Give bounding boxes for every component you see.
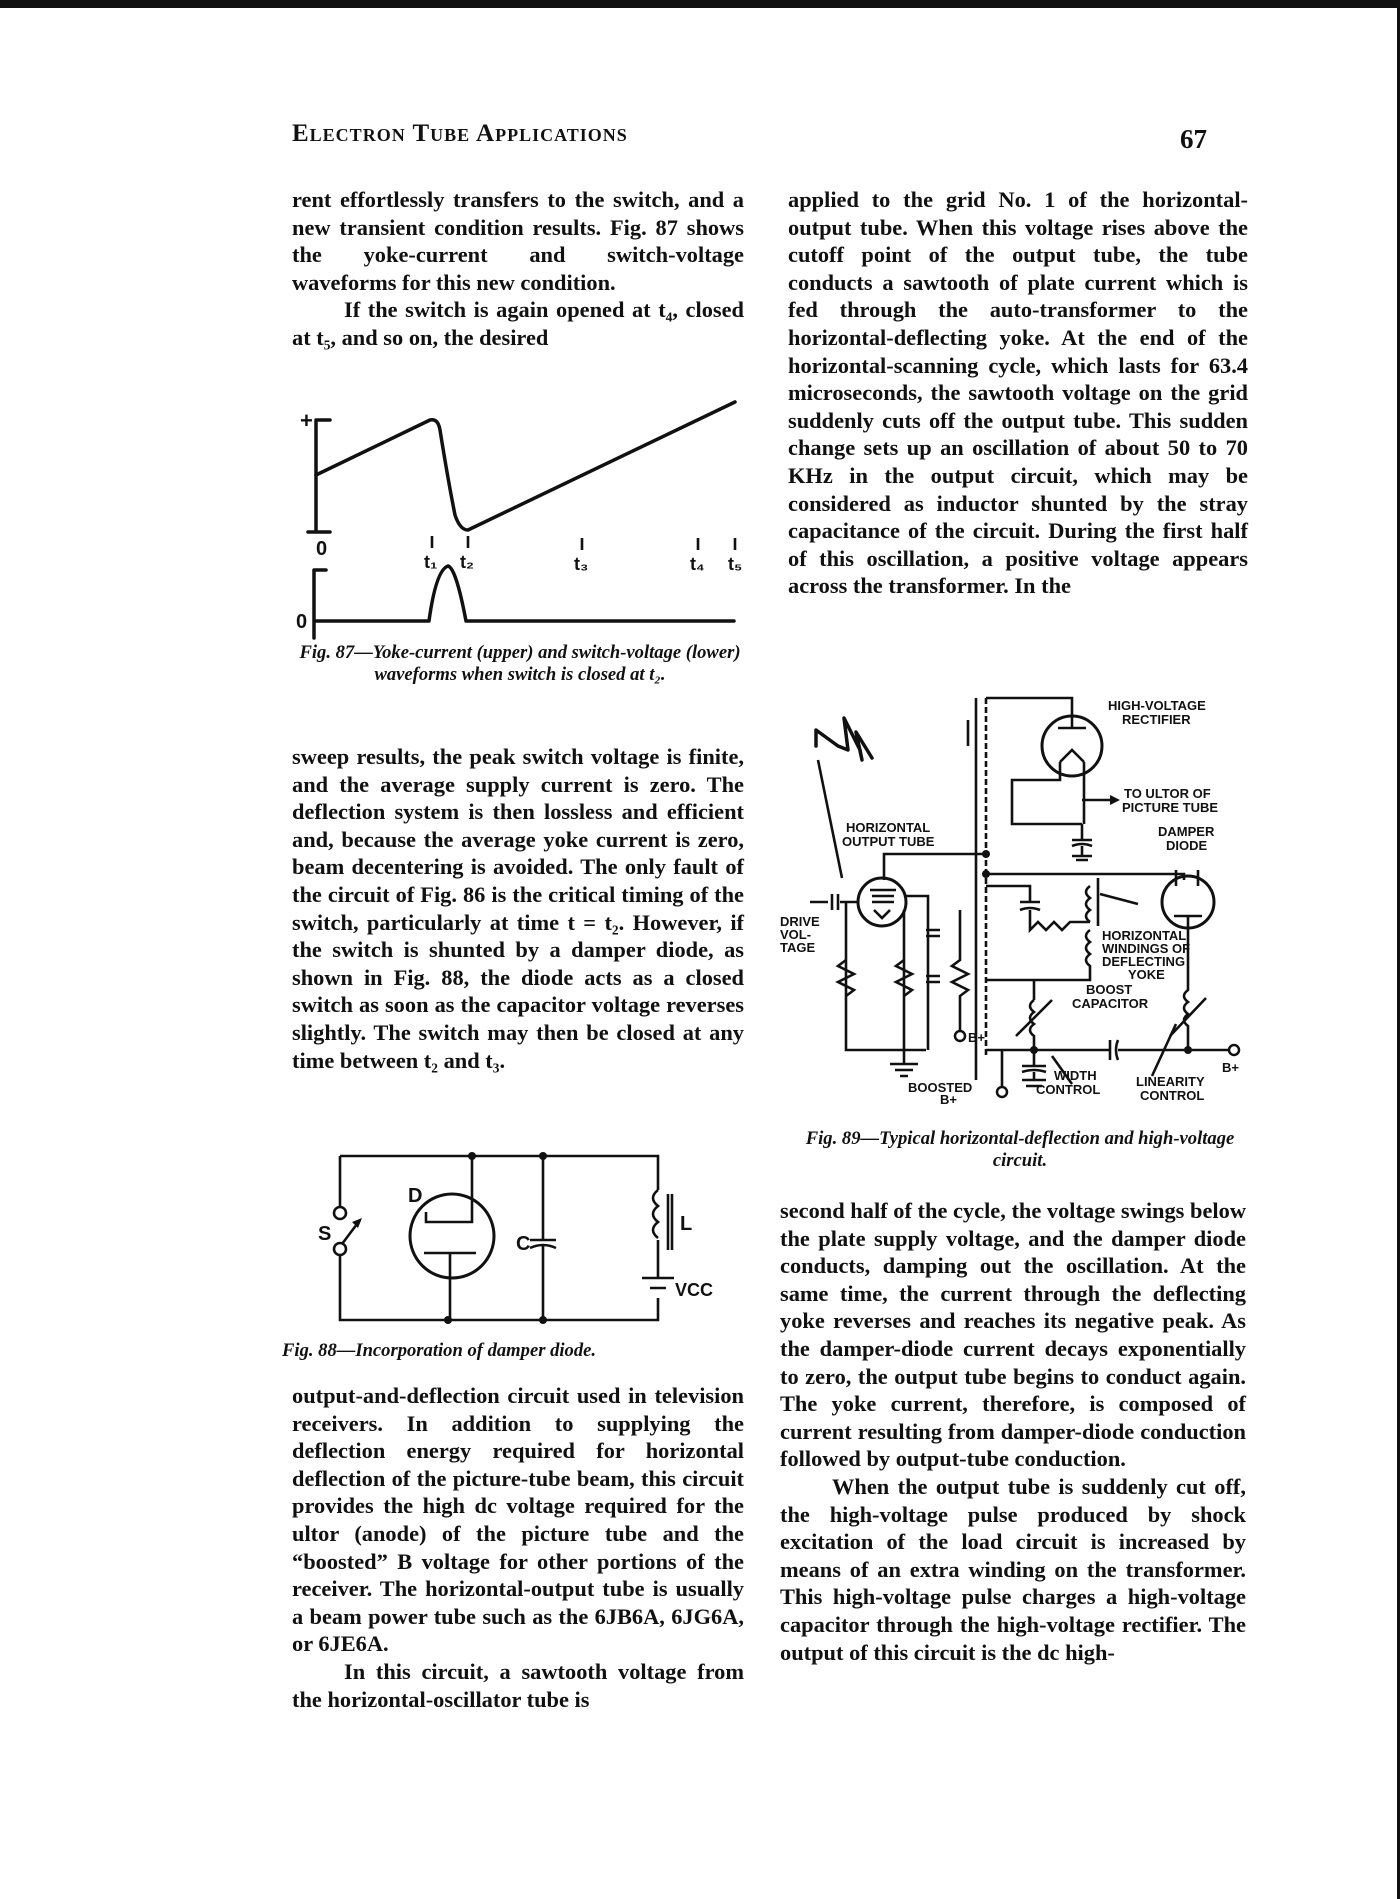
fig87-yoke-current-trace: [316, 402, 735, 530]
paragraph: If the switch is again opened at t₄, closed at t₅, and so on, the desired: [292, 297, 744, 350]
fig88-capacitor-label: C: [516, 1233, 531, 1255]
fig88-junction: [444, 1316, 452, 1324]
fig89-caption: Fig. 89—Typical horizontal-deflection and high-voltage circuit.: [805, 1128, 1235, 1171]
paragraph: rent effortlessly transfers to the switch, and a new transient condition results. Fig. 87 shows the yoke-current and switch-voltage waveforms for this new condition.: [292, 187, 744, 295]
left-column-bottom: [292, 1382, 744, 1713]
fig87-t3-label: t₃: [574, 554, 589, 574]
fig88-diode-label: D: [408, 1185, 423, 1207]
fig87-plus-label: +: [300, 408, 313, 433]
fig89-label: CONTROL: [1140, 1088, 1205, 1103]
fig88-damper-diode-circuit: [280, 1150, 760, 1330]
fig89-ground: [890, 1050, 918, 1076]
fig89-horizontal-deflection-circuit: [780, 690, 1260, 1107]
fig89-grid-capacitor: [832, 894, 838, 910]
fig89-label: DRIVE: [780, 914, 820, 929]
fig87-time-ticks: [432, 536, 735, 550]
fig89-junction: [982, 850, 990, 858]
fig88-diode-plate: [426, 1156, 472, 1222]
paragraph: output-and-deflection circuit used in television receivers. In addition to supplying the deflection energy required for horizontal deflection of the picture-tube beam, this circuit provides the high dc voltage required for the ultor (anode) of the picture tube and the “boosted” B voltage for other portions of the receiver. The horizontal-output tube is usually a beam power tube such as the 6JB6A, 6JG6A, or 6JE6A.: [292, 1383, 744, 1657]
fig89-label: WIDTH: [1054, 1068, 1097, 1083]
right-column-bottom: [780, 1197, 1246, 1666]
fig88-inductor-label: L: [680, 1213, 693, 1235]
fig89-bplus-right-terminal: [1229, 1045, 1239, 1055]
fig89-label: B+: [968, 1030, 985, 1045]
right-column-top: [788, 186, 1248, 600]
fig87-t2-label: t₂: [460, 552, 474, 572]
fig88-capacitor: [530, 1156, 556, 1320]
fig87-caption: Fig. 87—Yoke-current (upper) and switch-voltage (lower) waveforms when switch is closed at t₂.: [299, 642, 741, 685]
fig87-lower-axis: [314, 570, 326, 638]
fig89-label: DAMPER: [1158, 824, 1215, 839]
fig87-zero-lower-label: 0: [296, 611, 308, 633]
fig89-label: BOOST: [1086, 982, 1133, 997]
fig89-boosted-bplus-terminal: [997, 1087, 1007, 1097]
fig89-label: HORIZONTAL: [846, 820, 931, 835]
fig88-vcc-label: VCC: [675, 1280, 714, 1300]
fig89-label: HIGH-VOLTAGE: [1108, 698, 1206, 713]
fig88-junction: [468, 1152, 476, 1160]
fig89-label: DIODE: [1166, 838, 1208, 853]
fig89-sawtooth-waveform: [816, 718, 872, 760]
fig89-label: LINEARITY: [1136, 1074, 1205, 1089]
fig89-label: TO ULTOR OF: [1124, 786, 1211, 801]
fig87-t5-label: t₅: [728, 554, 743, 574]
fig89-label: B+: [940, 1092, 957, 1107]
paragraph: applied to the grid No. 1 of the horizontal-output tube. When this voltage rises above the cutoff point of the output tube, the tube conducts a sawtooth of plate current which is fed through the auto-transformer to the horizontal-deflecting yoke. At the end of the horizontal-scanning cycle, which lasts for 63.4 microseconds, the sawtooth voltage on the grid suddenly cuts off the output tube. This sudden change sets up an oscillation of about 50 to 70 KHz in the output circuit, which may be considered as inductor shunted by the stray capacitance of the circuit. During the first half of this oscillation, a positive voltage appears across the transformer. In the: [788, 187, 1248, 599]
fig89-label: BOOSTED: [908, 1080, 973, 1095]
fig89-boost-ground: [1022, 1050, 1046, 1086]
paragraph: sweep results, the peak switch voltage is finite, and the average supply current is zero. The deflection system is then lossless and efficient and, because the average yoke current is zero, beam decentering is avoided. The only fault of the circuit of Fig. 86 is the critical timing of the switch, particularly at time t = t₂. However, if the switch is shunted by a damper diode, as shown in Fig. 88, the diode acts as a closed switch as soon as the capacitor voltage reverses slightly. The switch may then be closed at any time between t₂ and t₃.: [292, 744, 744, 1073]
fig88-caption: Fig. 88—Incorporation of damper diode.: [282, 1340, 597, 1361]
fig88-junction: [539, 1152, 547, 1160]
paragraph: When the output tube is suddenly cut off, the high-voltage pulse produced by shock excitation of the load circuit is increased by means of an extra winding on the transformer. This high-voltage pulse charges a high-voltage capacitor through the high-voltage rectifier. The output of this circuit is the dc high-: [780, 1473, 1246, 1665]
fig88-wiring: [340, 1156, 658, 1320]
fig89-boost-bus: [986, 1040, 1230, 1060]
fig89-drive-arrow: [818, 760, 842, 878]
fig88-switch-label: S: [318, 1223, 332, 1245]
fig88-switch-contact: [334, 1207, 346, 1219]
fig88-diode-cathode: [424, 1253, 476, 1320]
fig89-junction: [982, 870, 990, 878]
fig89-linearity-coil: [1170, 980, 1206, 1050]
fig89-yoke-wiring: [986, 878, 1098, 1000]
fig89-junction: [1030, 1046, 1038, 1054]
fig89-hv-capacitor: [1072, 824, 1092, 860]
fig89-label: TAGE: [780, 940, 816, 955]
scan-border-top: [0, 0, 1400, 8]
fig87-t1-label: t₁: [424, 552, 438, 572]
fig89-bplus-terminal: [955, 1031, 965, 1041]
fig87-switch-voltage-trace: [316, 566, 734, 621]
fig89-label: DEFLECTING: [1102, 954, 1186, 969]
fig89-label: RECTIFIER: [1122, 712, 1191, 727]
fig89-label: VOL-: [780, 927, 812, 942]
fig89-label: B+: [1222, 1060, 1239, 1075]
fig89-label: OUTPUT TUBE: [842, 834, 935, 849]
paragraph: In this circuit, a sawtooth voltage from the horizontal-oscillator tube is: [292, 1658, 744, 1712]
fig89-label: YOKE: [1128, 967, 1165, 982]
fig87-t4-label: t₄: [690, 554, 705, 574]
fig88-diode-envelope: [410, 1194, 494, 1278]
fig89-label: PICTURE TUBE: [1122, 800, 1219, 815]
fig88-inductor: [653, 1190, 672, 1250]
fig89-label: CONTROL: [1036, 1082, 1101, 1097]
fig88-junction: [539, 1316, 547, 1324]
fig89-width-coil: [1016, 1000, 1052, 1050]
fig87-upper-axis: [308, 420, 330, 532]
page-number: 67: [1180, 124, 1207, 154]
fig89-transformer-core: [968, 698, 976, 1080]
paragraph: second half of the cycle, the voltage swings below the plate supply voltage, and the damper diode conducts, damping out the oscillation. At the same time, the current through the deflecting yoke reverses and reaches its negative peak. As the damper-diode current decays exponentially to zero, the output tube begins to conduct again. The yoke current, therefore, is composed of current resulting from damper-diode conduction followed by output-tube conduction.: [780, 1198, 1246, 1472]
fig87-zero-upper-label: 0: [316, 538, 328, 560]
running-title: Electron Tube Applications: [292, 120, 628, 147]
fig89-label: WINDINGS OF: [1102, 941, 1191, 956]
fig87-waveforms: [280, 400, 760, 640]
fig88-battery: [642, 1278, 674, 1288]
fig89-label: CAPACITOR: [1072, 996, 1149, 1011]
fig89-label: HORIZONTAL: [1102, 928, 1187, 943]
fig89-ultor-arrow: [1110, 795, 1120, 805]
left-column-top: [292, 186, 744, 352]
left-column-middle: [292, 743, 744, 1074]
fig89-junction: [1184, 1046, 1192, 1054]
fig88-switch-contact: [334, 1243, 346, 1255]
